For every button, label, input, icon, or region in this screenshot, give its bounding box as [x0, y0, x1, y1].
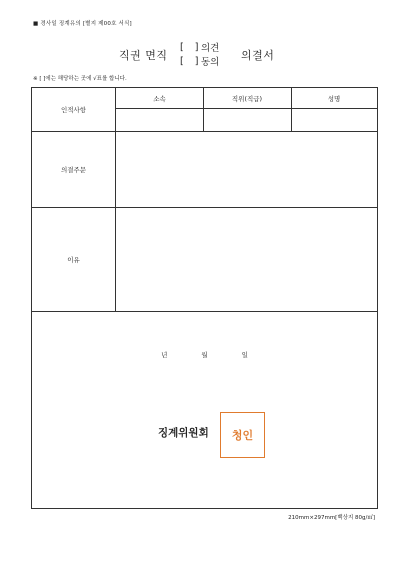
official-seal: 청인 [220, 412, 265, 458]
document-title [0, 38, 400, 70]
personnel-label: 인적사항 [32, 88, 116, 131]
column-affiliation: 소속 [116, 88, 203, 109]
column-divider [203, 88, 204, 131]
option-consent-label: 동의 [201, 57, 220, 68]
affiliation-field[interactable] [116, 109, 203, 131]
date-month[interactable]: 월 [201, 351, 208, 359]
option-consent-checkbox[interactable]: [ ] [180, 55, 203, 67]
option-opinion[interactable] [180, 40, 219, 54]
paper-spec-footer: 210mm×297mm[백상지 80g/㎡] [288, 515, 375, 521]
signature-section [32, 312, 377, 508]
title-suffix: 의결서 [241, 49, 275, 62]
resolution-form [31, 87, 378, 509]
option-opinion-label: 의견 [201, 43, 220, 54]
committee-name: 징계위원회 [158, 427, 209, 439]
decision-field[interactable] [116, 132, 377, 207]
reason-label: 이유 [32, 208, 116, 311]
reason-field[interactable] [116, 208, 377, 311]
date-year[interactable]: 년 [161, 351, 168, 359]
header-note: ■ 경사일 징계유의 [별지 제00호 서식] [33, 21, 132, 27]
personnel-row [32, 88, 377, 132]
option-consent[interactable] [180, 54, 219, 68]
decision-row [32, 132, 377, 208]
column-position: 직위(직급) [203, 88, 291, 109]
title-options [180, 40, 219, 68]
date-line [32, 350, 377, 359]
option-opinion-checkbox[interactable]: [ ] [180, 41, 203, 53]
date-day[interactable]: 일 [241, 351, 248, 359]
position-field[interactable] [203, 109, 291, 131]
reason-row [32, 208, 377, 312]
name-field[interactable] [291, 109, 377, 131]
instruction-note: ※ [ ]에는 해당하는 곳에 √표를 합니다. [33, 76, 127, 82]
decision-label: 의결주문 [32, 132, 116, 207]
title-main: 직권 면직 [119, 49, 168, 62]
column-name: 성명 [291, 88, 377, 109]
column-divider [291, 88, 292, 131]
personnel-fields [116, 88, 377, 131]
